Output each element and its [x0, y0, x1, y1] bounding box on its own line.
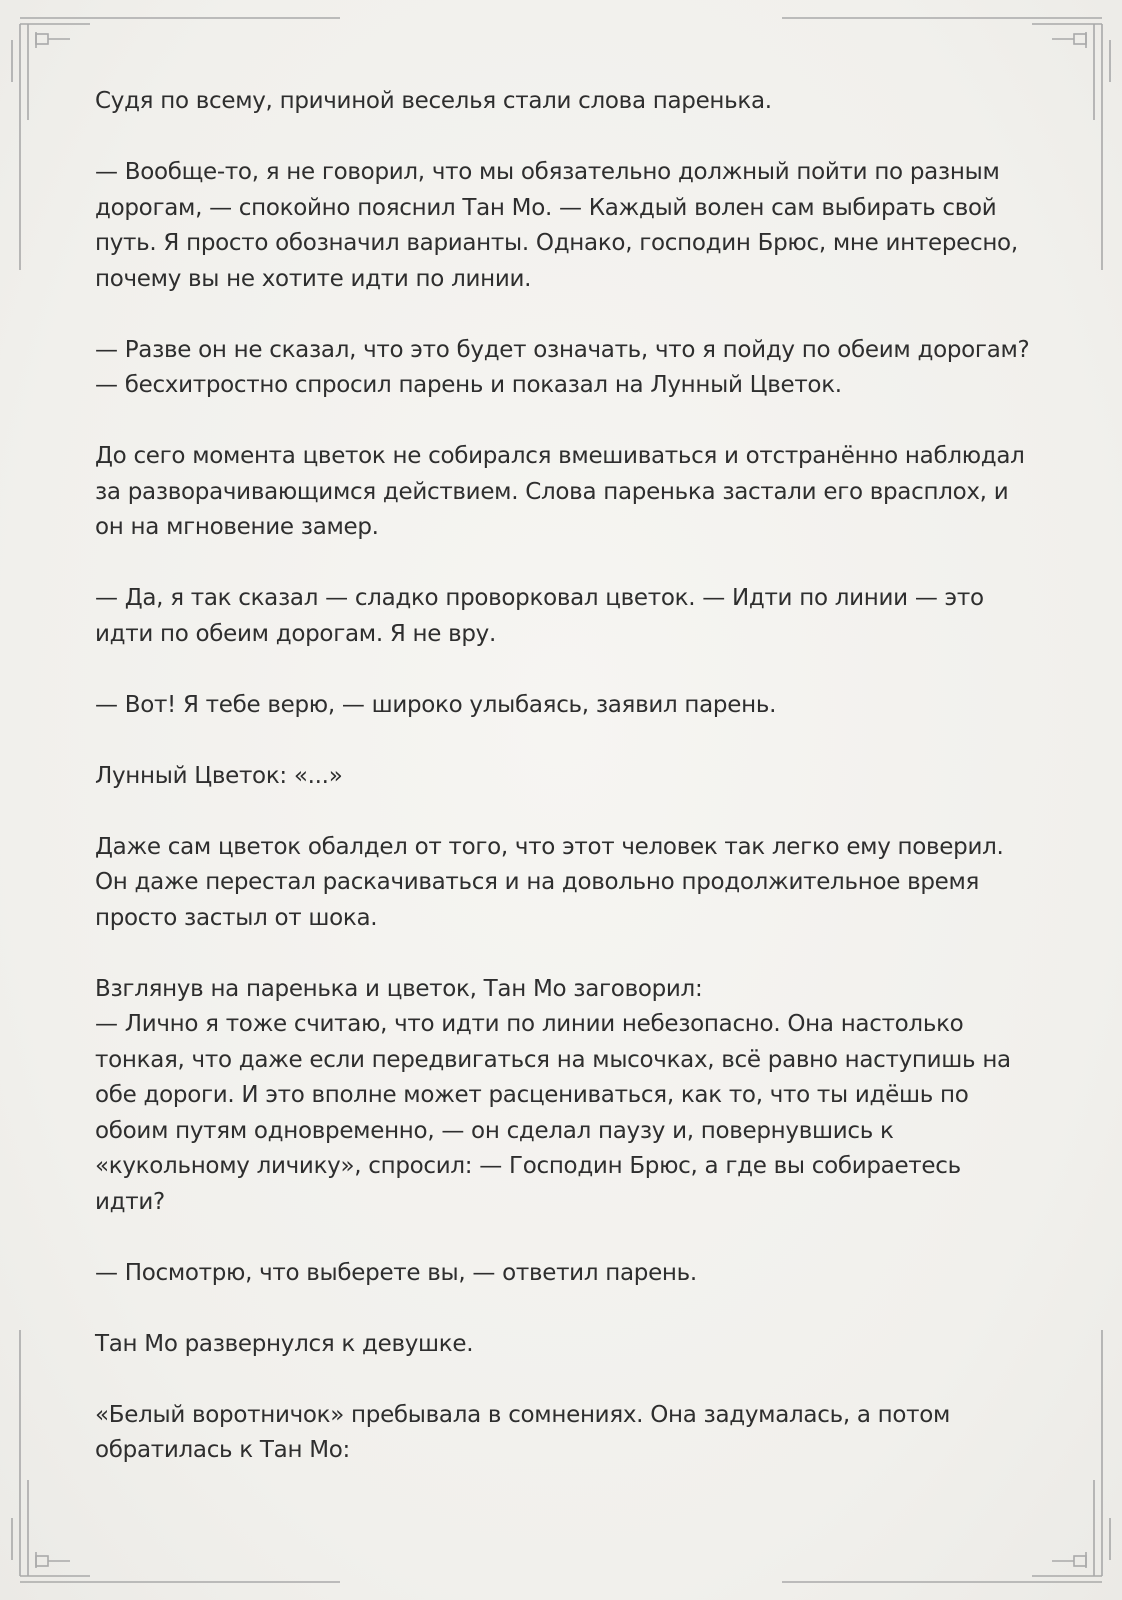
paragraph-13: «Белый воротничок» пребывала в сомнениях. Она задумалась, а потом обратилась к Тан Мо: [95, 1401, 951, 1463]
paragraph-7: Лунный Цветок: «...» [95, 762, 343, 789]
document-body [95, 84, 1035, 1504]
paragraph-2: — Вообще-то, я не говорил, что мы обязательно должный пойти по разным дорогам, — спокойно пояснил Тан Мо. — Каждый волен сам выбирать свой путь. Я просто обозначил варианты. Однако, господин Брюс, мне интересно, почему вы не хотите идти по линии. [95, 159, 1018, 292]
paragraph-6: — Вот! Я тебе верю, — широко улыбаясь, заявил парень. [95, 691, 777, 718]
paragraph-9: Взглянув на паренька и цветок, Тан Мо заговорил: [95, 975, 703, 1002]
paragraph-5: — Да, я так сказал — сладко проворковал цветок. — Идти по линии — это идти по обеим дорогам. Я не вру. [95, 585, 984, 647]
paragraph-11: — Посмотрю, что выберете вы, — ответил парень. [95, 1259, 697, 1286]
paragraph-12: Тан Мо развернулся к девушке. [95, 1330, 474, 1357]
paragraph-1: Судя по всему, причиной веселья стали слова паренька. [95, 88, 772, 114]
paragraph-4: До сего момента цветок не собирался вмешиваться и отстранённо наблюдал за разворачивающимся действием. Слова паренька застали его врасплох, и он на мгновение замер. [95, 443, 1025, 540]
paragraph-3: — Разве он не сказал, что это будет означать, что я пойду по обеим дорогам? — бесхитростно спросил парень и показал на Лунный Цветок. [95, 336, 1030, 398]
paragraph-10: — Лично я тоже считаю, что идти по линии небезопасно. Она настолько тонкая, что даже если передвигаться на мысочках, всё равно наступишь на обе дороги. И это вполне может расцениваться, как то, что ты идёшь по обоим путям одновременно, — он сделал паузу и, повернувшись к «кукольному личику», спросил: — Господин Брюс, а где вы собираетесь идти? [95, 1011, 1011, 1215]
paragraph-8: Даже сам цветок обалдел от того, что этот человек так легко ему поверил. Он даже перестал раскачиваться и на довольно продолжительное время просто застыл от шока. [95, 833, 1004, 931]
